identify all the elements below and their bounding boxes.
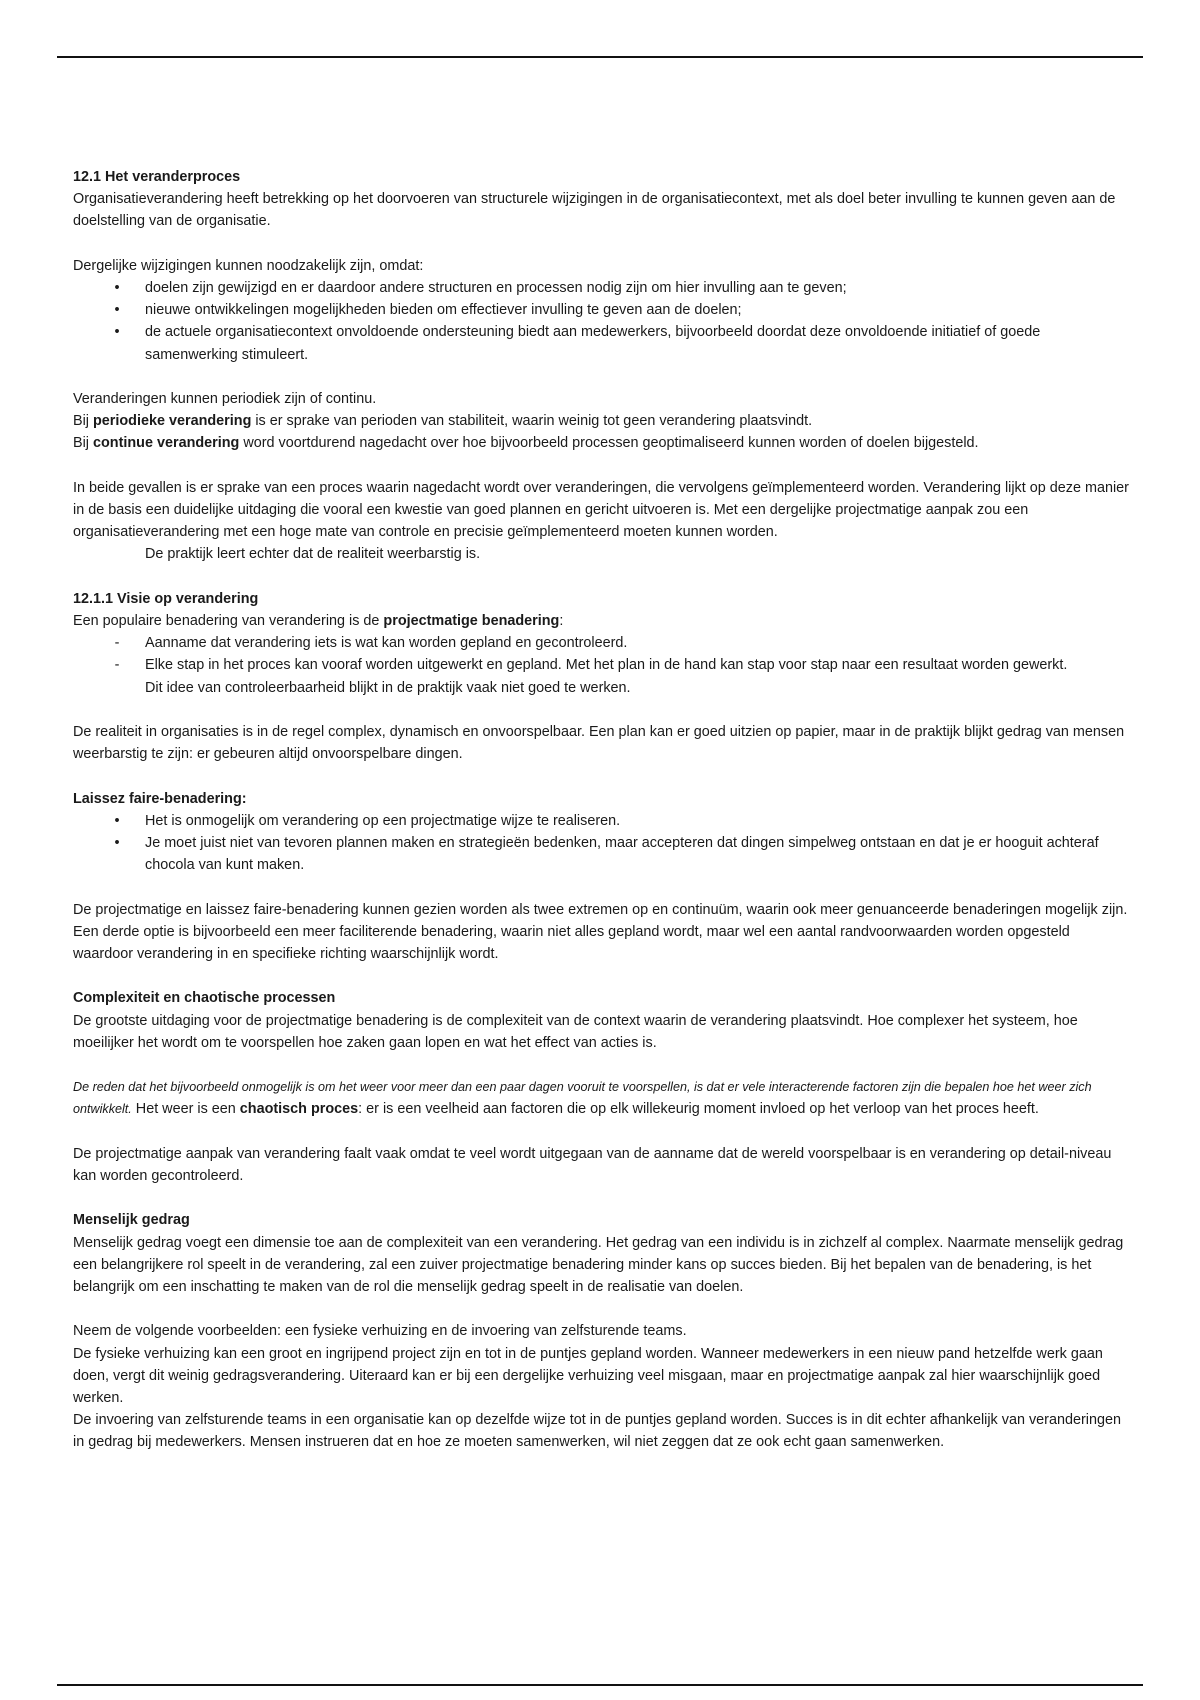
list-item xyxy=(73,277,1129,299)
paragraph-example-teams: De invoering van zelfsturende teams in een organisatie kan op dezelfde wijze tot in de puntjes gepland worden. Succes is in dit echter afhankelijk van veranderingen in gedrag bij medewerkers. Mensen instrueren dat en hoe ze moeten samenwerken, wil niet zeggen dat ze ook echt gaan samenwerken. xyxy=(73,1412,1121,1451)
approach-list xyxy=(73,632,1129,676)
bold-term: continue verandering xyxy=(93,435,240,452)
bullet-icon: • xyxy=(114,835,120,851)
paragraph-approach xyxy=(73,610,1129,632)
list-item xyxy=(73,299,1129,321)
paragraph-both-cases: In beide gevallen is er sprake van een proces waarin nagedacht wordt over veranderingen, die vervolgens geïmplementeerd worden. Verandering lijkt op deze manier in de basis een duidelijke uitdaging die vooral een kwestie van goed plannen en gericht uitvoeren is. Met een dergelijke projectmatige aanpak zou een organisatieverandering met een hoge mate van controle en precisie geïmplementeerd moeten kunnen worden. xyxy=(73,479,1129,541)
bold-term: periodieke verandering xyxy=(93,413,252,430)
section-heading-12-1-1: 12.1.1 Visie op verandering xyxy=(73,590,259,607)
document-body xyxy=(73,166,1129,1454)
spacer xyxy=(73,233,1129,255)
text-fragment: Het weer is een xyxy=(131,1101,240,1118)
paragraph-periodic-intro: Veranderingen kunnen periodiek zijn of continu. xyxy=(73,391,377,407)
list-item-text: nieuwe ontwikkelingen mogelijkheden bieden om effectiever invulling te geven aan de doelen; xyxy=(145,302,742,319)
list-item-text: Elke stap in het proces kan vooraf worden uitgewerkt en gepland. Met het plan in de hand kan stap voor stap naar een resultaat worden gewerkt. xyxy=(145,657,1068,674)
list-item-text: Je moet juist niet van tevoren plannen maken en strategieën bedenken, maar accepteren dat dingen simpelweg ontstaan en dat je er hooguit achteraf chocola van kunt maken. xyxy=(145,835,1099,874)
section-heading-human-behaviour: Menselijk gedrag xyxy=(73,1212,190,1229)
paragraph-complexity: De grootste uitdaging voor de projectmatige benadering is de complexiteit van de context waarin de verandering plaatsvindt. Hoe complexer het systeem, hoe moeilijker het wordt om te voorspellen hoe zaken gaan lopen en wat het effect van acties is. xyxy=(73,1012,1078,1051)
text-fragment: word voortdurend nagedacht over hoe bijvoorbeeld processen geoptimaliseerd kunnen worden of doelen bijgesteld. xyxy=(239,435,979,452)
paragraph-reasons-intro: Dergelijke wijzigingen kunnen noodzakelijk zijn, omdat: xyxy=(73,257,424,274)
bold-term: projectmatige benadering xyxy=(383,613,560,629)
paragraph-intro: Organisatieverandering heeft betrekking op het doorvoeren van structurele wijzigingen in de organisatiecontext, met als doel beter invulling te kunnen geven aan de doelstelling van de organisatie. xyxy=(73,191,1116,230)
italic-example: De reden dat het bijvoorbeeld onmogelijk is om het weer voor meer dan een paar dagen vooruit te voorspellen, is dat er vele interacterende factoren zijn die bepalen hoe het weer zich ontwikkelt. xyxy=(73,1080,1092,1117)
bullet-icon: • xyxy=(114,812,120,829)
paragraph-example-move: De fysieke verhuizing kan een groot en ingrijpend project zijn en tot in de puntjes gepland worden. Wanneer medewerkers in een nieuw pand hetzelfde werk gaan doen, vergt dit weinig gedragsverandering. Uiteraard kan er bij een dergelijke verhuizing veel misgaan, maar en projectmatige aanpak zal hier waarschijnlijk goed werken. xyxy=(73,1345,1103,1406)
list-item-text: Het is onmogelijk om verandering op een projectmatige wijze te realiseren. xyxy=(145,812,621,829)
text-fragment: Bij xyxy=(73,435,93,452)
spacer xyxy=(73,699,1129,721)
spacer xyxy=(73,1187,1129,1209)
paragraph-continuous xyxy=(73,432,1129,454)
paragraph-third-option: Een derde optie is bijvoorbeeld een meer faciliterende benadering, waarin niet alles gepland wordt, maar wel een aantal randvoorwaarden worden opgesteld waardoor verandering in en specifieke richting waarschijnlijk wordt. xyxy=(73,923,1070,962)
list-item xyxy=(73,632,1129,654)
section-heading-12-1: 12.1 Het veranderproces xyxy=(73,169,241,185)
footer-rule xyxy=(57,1684,1143,1686)
text-fragment: : er is een veelheid aan factoren die op elk willekeurig moment invloed op het verloop van het proces heeft. xyxy=(358,1101,1039,1118)
spacer xyxy=(73,1121,1129,1143)
paragraph-practice: De praktijk leert echter dat de realiteit weerbarstig is. xyxy=(145,546,481,563)
list-item-text: de actuele organisatiecontext onvoldoende ondersteuning biedt aan medewerkers, bijvoorbeeld doordat deze onvoldoende initiatief of goede samenwerking stimuleert. xyxy=(145,324,1041,363)
list-item-text: doelen zijn gewijzigd en er daardoor andere structuren en processen nodig zijn om hier invulling aan te geven; xyxy=(145,280,847,296)
section-heading-complexity: Complexiteit en chaotische processen xyxy=(73,990,336,1007)
spacer xyxy=(73,566,1129,588)
list-item xyxy=(73,654,1129,676)
paragraph-periodic xyxy=(73,410,1129,432)
spacer xyxy=(73,1054,1129,1076)
spacer xyxy=(73,765,1129,787)
list-item xyxy=(73,832,1129,876)
dash-icon: - xyxy=(114,635,120,652)
paragraph-failure: De projectmatige aanpak van verandering faalt vaak omdat te veel wordt uitgegaan van de aanname dat de wereld voorspelbaar is en verandering op detail-niveau kan worden gecontroleerd. xyxy=(73,1145,1112,1184)
reasons-list xyxy=(73,277,1129,366)
list-item xyxy=(73,321,1129,365)
bold-term: chaotisch proces xyxy=(239,1101,359,1118)
section-heading-laissez-faire: Laissez faire-benadering: xyxy=(73,790,247,807)
paragraph-human-behaviour: Menselijk gedrag voegt een dimensie toe aan de complexiteit van een verandering. Het gedrag van een individu is in zichzelf al complex. Naarmate menselijk gedrag een belangrijkere rol speelt in de verandering, zal een zuiver projectmatige benadering minder kans op succes bieden. Bij het bepalen van de benadering, is het belangrijk om een inschatting te maken van de rol die menselijk gedrag speelt in de realisatie van doelen. xyxy=(73,1234,1124,1295)
spacer xyxy=(73,455,1129,477)
bullet-icon: • xyxy=(114,280,120,296)
text-fragment: : xyxy=(559,613,564,629)
text-fragment: Bij xyxy=(73,413,93,430)
paragraph-weather-example xyxy=(73,1076,1129,1120)
dash-icon: - xyxy=(114,657,120,674)
bullet-icon: • xyxy=(114,302,120,319)
bullet-icon: • xyxy=(114,324,120,341)
header-rule xyxy=(57,56,1143,58)
paragraph-reality: De realiteit in organisaties is in de regel complex, dynamisch en onvoorspelbaar. Een plan kan er goed uitzien op papier, maar in de praktijk blijkt gedrag van mensen weerbarstig te zijn: er gebeuren altijd onvoorspelbare dingen. xyxy=(73,724,1125,763)
text-fragment: is er sprake van perioden van stabiliteit, waarin weinig tot geen verandering plaatsvindt. xyxy=(251,413,813,430)
paragraph-examples-intro: Neem de volgende voorbeelden: een fysieke verhuizing en de invoering van zelfsturende teams. xyxy=(73,1323,687,1340)
spacer xyxy=(73,965,1129,987)
list-item-text: Aanname dat verandering iets is wat kan worden gepland en gecontroleerd. xyxy=(145,635,628,652)
spacer xyxy=(73,1298,1129,1320)
paragraph-continuum: De projectmatige en laissez faire-benadering kunnen gezien worden als twee extremen op en continuüm, waarin ook meer genuanceerde benaderingen mogelijk zijn. xyxy=(73,901,1128,918)
laissez-faire-list xyxy=(73,810,1129,877)
list-item xyxy=(73,810,1129,832)
spacer xyxy=(73,876,1129,898)
spacer xyxy=(73,366,1129,388)
paragraph-points-note: Dit idee van controleerbaarheid blijkt in de praktijk vaak niet goed te werken. xyxy=(145,679,631,696)
text-fragment: Een populaire benadering van verandering is de xyxy=(73,613,384,629)
